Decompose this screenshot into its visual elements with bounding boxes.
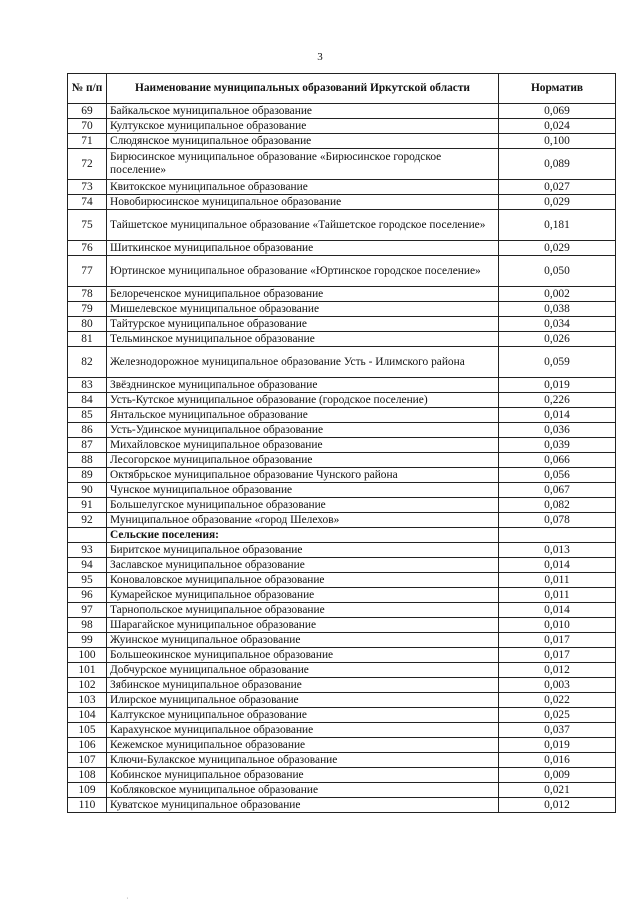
row-number: 110 — [68, 798, 107, 813]
table-row — [68, 104, 616, 119]
table-row — [68, 573, 616, 588]
table-body — [68, 104, 616, 813]
norm-value: 0,025 — [499, 708, 616, 723]
municipality-name: Добчурское муниципальное образование — [107, 663, 499, 678]
norm-value: 0,029 — [499, 241, 616, 256]
norm-value: 0,050 — [499, 256, 616, 287]
row-number: 109 — [68, 783, 107, 798]
row-number: 86 — [68, 423, 107, 438]
municipality-name: Тельминское муниципальное образование — [107, 332, 499, 347]
municipality-name: Кобинское муниципальное образование — [107, 768, 499, 783]
row-number: 75 — [68, 210, 107, 241]
municipality-name: Квитокское муниципальное образование — [107, 180, 499, 195]
norm-value: 0,034 — [499, 317, 616, 332]
row-number: 106 — [68, 738, 107, 753]
scan-artifact-mark: ˙ — [126, 896, 129, 905]
row-number: 105 — [68, 723, 107, 738]
norm-value: 0,024 — [499, 119, 616, 134]
table-section-row — [68, 528, 616, 543]
municipality-name: Ключи-Булакское муниципальное образование — [107, 753, 499, 768]
municipality-name: Тарнопольское муниципальное образование — [107, 603, 499, 618]
municipality-name: Железнодорожное муниципальное образование Усть - Илимского района — [107, 347, 499, 378]
table-row — [68, 648, 616, 663]
norm-value: 0,022 — [499, 693, 616, 708]
row-number: 98 — [68, 618, 107, 633]
row-number: 94 — [68, 558, 107, 573]
municipality-name: Большеокинское муниципальное образование — [107, 648, 499, 663]
norm-value: 0,003 — [499, 678, 616, 693]
row-number: 77 — [68, 256, 107, 287]
norm-value: 0,029 — [499, 195, 616, 210]
municipality-name: Мишелевское муниципальное образование — [107, 302, 499, 317]
table-row — [68, 302, 616, 317]
norm-value: 0,059 — [499, 347, 616, 378]
norm-value: 0,014 — [499, 408, 616, 423]
table-row — [68, 738, 616, 753]
row-number: 91 — [68, 498, 107, 513]
norm-value: 0,037 — [499, 723, 616, 738]
row-number: 107 — [68, 753, 107, 768]
norm-value: 0,002 — [499, 287, 616, 302]
table-row — [68, 483, 616, 498]
municipality-name: Жуинское муниципальное образование — [107, 633, 499, 648]
table-row — [68, 287, 616, 302]
table-row — [68, 663, 616, 678]
column-header-norm: Норматив — [499, 74, 616, 104]
norm-value: 0,011 — [499, 588, 616, 603]
table-row — [68, 783, 616, 798]
municipality-name: Тайтурское муниципальное образование — [107, 317, 499, 332]
table-row — [68, 241, 616, 256]
table-row — [68, 603, 616, 618]
municipality-name: Кежемское муниципальное образование — [107, 738, 499, 753]
municipality-name: Юртинское муниципальное образование «Юртинское городское поселение» — [107, 256, 499, 287]
municipality-name: Белореченское муниципальное образование — [107, 287, 499, 302]
norm-value: 0,078 — [499, 513, 616, 528]
row-number: 101 — [68, 663, 107, 678]
norm-value: 0,014 — [499, 558, 616, 573]
table-row — [68, 332, 616, 347]
table-row — [68, 693, 616, 708]
norm-value: 0,026 — [499, 332, 616, 347]
municipality-name: Большелугское муниципальное образование — [107, 498, 499, 513]
norm-value: 0,010 — [499, 618, 616, 633]
norm-value: 0,012 — [499, 798, 616, 813]
table-row — [68, 134, 616, 149]
row-number: 71 — [68, 134, 107, 149]
municipality-name: Тайшетское муниципальное образование «Тайшетское городское поселение» — [107, 210, 499, 241]
row-number: 93 — [68, 543, 107, 558]
municipality-name: Бирюсинское муниципальное образование «Бирюсинское городское поселение» — [107, 149, 499, 180]
row-number: 100 — [68, 648, 107, 663]
row-number: 84 — [68, 393, 107, 408]
table-row — [68, 468, 616, 483]
municipality-name: Шиткинское муниципальное образование — [107, 241, 499, 256]
row-number: 95 — [68, 573, 107, 588]
row-number: 85 — [68, 408, 107, 423]
row-number: 74 — [68, 195, 107, 210]
column-header-number: № п/п — [68, 74, 107, 104]
municipality-name: Коноваловское муниципальное образование — [107, 573, 499, 588]
row-number: 90 — [68, 483, 107, 498]
norm-value: 0,019 — [499, 738, 616, 753]
table-row — [68, 256, 616, 287]
row-number: 104 — [68, 708, 107, 723]
row-number: 82 — [68, 347, 107, 378]
municipality-name: Новобирюсинское муниципальное образование — [107, 195, 499, 210]
norm-value: 0,013 — [499, 543, 616, 558]
table-row — [68, 453, 616, 468]
row-number: 80 — [68, 317, 107, 332]
municipality-name: Усть-Удинское муниципальное образование — [107, 423, 499, 438]
table-row — [68, 317, 616, 332]
norm-value: 0,019 — [499, 378, 616, 393]
municipality-name: Октябрьское муниципальное образование Чунского района — [107, 468, 499, 483]
municipality-name: Янтальское муниципальное образование — [107, 408, 499, 423]
table-row — [68, 543, 616, 558]
norm-value: 0,181 — [499, 210, 616, 241]
table-row — [68, 768, 616, 783]
row-number: 99 — [68, 633, 107, 648]
table-row — [68, 798, 616, 813]
norm-value: 0,017 — [499, 633, 616, 648]
table-row — [68, 513, 616, 528]
row-number: 76 — [68, 241, 107, 256]
norm-value: 0,016 — [499, 753, 616, 768]
row-number: 73 — [68, 180, 107, 195]
section-number-cell — [68, 528, 107, 543]
table-row — [68, 423, 616, 438]
norm-value: 0,021 — [499, 783, 616, 798]
table-row — [68, 558, 616, 573]
municipality-name: Муниципальное образование «город Шелехов» — [107, 513, 499, 528]
page-number: 3 — [317, 51, 323, 63]
table-header-row — [68, 74, 616, 104]
row-number: 96 — [68, 588, 107, 603]
row-number: 102 — [68, 678, 107, 693]
municipality-name: Слюдянское муниципальное образование — [107, 134, 499, 149]
table-row — [68, 119, 616, 134]
norm-value: 0,100 — [499, 134, 616, 149]
norm-value: 0,089 — [499, 149, 616, 180]
table-row — [68, 210, 616, 241]
row-number: 103 — [68, 693, 107, 708]
table-row — [68, 708, 616, 723]
row-number: 78 — [68, 287, 107, 302]
municipality-name: Лесогорское муниципальное образование — [107, 453, 499, 468]
row-number: 92 — [68, 513, 107, 528]
row-number: 97 — [68, 603, 107, 618]
table-row — [68, 678, 616, 693]
norm-value: 0,226 — [499, 393, 616, 408]
norm-value: 0,017 — [499, 648, 616, 663]
norm-value: 0,066 — [499, 453, 616, 468]
norm-value: 0,082 — [499, 498, 616, 513]
table-row — [68, 408, 616, 423]
table-row — [68, 723, 616, 738]
table-row — [68, 347, 616, 378]
municipality-name: Куватское муниципальное образование — [107, 798, 499, 813]
norm-value: 0,027 — [499, 180, 616, 195]
row-number: 81 — [68, 332, 107, 347]
section-title: Сельские поселения: — [107, 528, 499, 543]
norm-value: 0,011 — [499, 573, 616, 588]
municipality-name: Калтукское муниципальное образование — [107, 708, 499, 723]
table-row — [68, 149, 616, 180]
norm-value: 0,014 — [499, 603, 616, 618]
norm-value: 0,012 — [499, 663, 616, 678]
table-row — [68, 588, 616, 603]
table-row — [68, 438, 616, 453]
row-number: 72 — [68, 149, 107, 180]
municipality-name: Байкальское муниципальное образование — [107, 104, 499, 119]
row-number: 83 — [68, 378, 107, 393]
municipality-name: Шарагайское муниципальное образование — [107, 618, 499, 633]
municipality-name: Михайловское муниципальное образование — [107, 438, 499, 453]
row-number: 88 — [68, 453, 107, 468]
row-number: 70 — [68, 119, 107, 134]
norm-value: 0,009 — [499, 768, 616, 783]
municipality-name: Зябинское муниципальное образование — [107, 678, 499, 693]
column-header-name: Наименование муниципальных образований Иркутской области — [107, 74, 499, 104]
norm-value: 0,069 — [499, 104, 616, 119]
municipality-name: Звёзднинское муниципальное образование — [107, 378, 499, 393]
row-number: 87 — [68, 438, 107, 453]
table-row — [68, 195, 616, 210]
municipality-name: Карахунское муниципальное образование — [107, 723, 499, 738]
row-number: 79 — [68, 302, 107, 317]
row-number: 69 — [68, 104, 107, 119]
norm-value: 0,067 — [499, 483, 616, 498]
municipality-name: Култукское муниципальное образование — [107, 119, 499, 134]
municipality-name: Илирское муниципальное образование — [107, 693, 499, 708]
municipality-name: Кумарейское муниципальное образование — [107, 588, 499, 603]
table-row — [68, 180, 616, 195]
table-row — [68, 378, 616, 393]
norm-value: 0,056 — [499, 468, 616, 483]
municipality-name: Чунское муниципальное образование — [107, 483, 499, 498]
table-row — [68, 633, 616, 648]
municipality-name: Усть-Кутское муниципальное образование (городское поселение) — [107, 393, 499, 408]
table-row — [68, 753, 616, 768]
municipality-name: Кобляковское муниципальное образование — [107, 783, 499, 798]
table-row — [68, 618, 616, 633]
norm-value: 0,039 — [499, 438, 616, 453]
norm-value: 0,038 — [499, 302, 616, 317]
row-number: 108 — [68, 768, 107, 783]
municipality-name: Биритское муниципальное образование — [107, 543, 499, 558]
norms-table — [67, 73, 616, 813]
row-number: 89 — [68, 468, 107, 483]
norm-value: 0,036 — [499, 423, 616, 438]
municipality-name: Заславское муниципальное образование — [107, 558, 499, 573]
section-value-cell — [499, 528, 616, 543]
table-row — [68, 498, 616, 513]
table-row — [68, 393, 616, 408]
